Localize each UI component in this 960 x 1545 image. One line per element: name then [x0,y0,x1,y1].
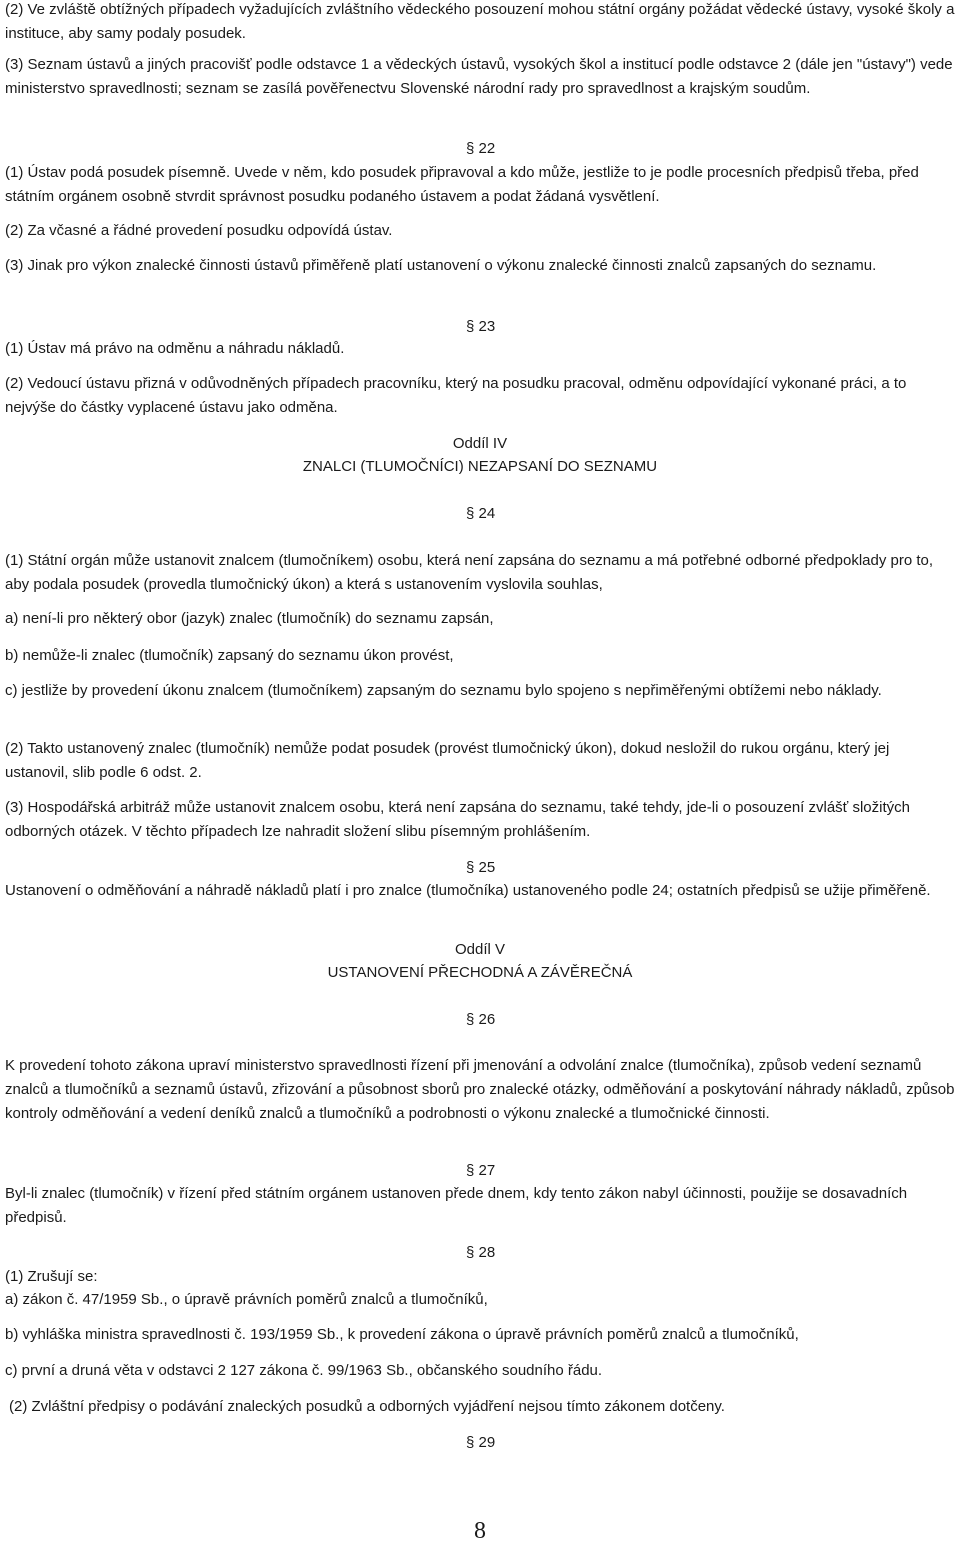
section-heading-23: § 23 [466,318,496,335]
section-heading-29: § 29 [466,1434,496,1451]
paragraph-24-3: (3) Hospodářská arbitráž může ustanovit znalcem osobu, která není zapsána do seznamu, také tehdy, jde-li o posouzení zvlášť složitých odborných otázek. V těchto případech lze nahradit složení slibu písemným prohlášením. [5,799,910,840]
section-heading-22: § 22 [466,140,496,157]
section-sign-icon: § [466,140,475,157]
paragraph-24-1: (1) Státní orgán může ustanovit znalcem (tlumočníkem) osobu, která není zapsána do seznamu a má potřebné odborné předpoklady pro to, aby podala posudek (provedla tlumočnický úkon) a která s ustanovením vyslovila souhlas, [5,552,934,593]
paragraph-25: Ustanovení o odměňování a náhradě nákladů platí i pro znalce (tlumočníka) ustanoveného podle 24; ostatních předpisů se užije přiměřeně. [5,882,931,899]
paragraph-22-3: (3) Jinak pro výkon znalecké činnosti ústavů přiměřeně platí ustanovení o výkonu znalecké činnosti znalců zapsaných do seznamu. [5,257,877,274]
page-number: 8 [474,1518,486,1544]
section-sign-icon: § [466,1244,475,1261]
section-sign-icon: § [466,318,475,335]
section-heading-26: § 26 [466,1011,496,1028]
paragraph-23-2: (2) Vedoucí ústavu přizná v odůvodněných případech pracovníku, který na posudku pracoval, odměnu odpovídající vykonané práci, a to nejvýše do částky vyplacené ústavu jako odměna. [5,375,907,416]
part-5-label: Oddíl V [454,941,506,958]
paragraph-26: K provedení tohoto zákona upraví ministerstvo spravedlnosti řízení při jmenování a odvolání znalce (tlumočníka), způsob vedení seznamů znalců a tlumočníků a seznamů ústavů, zřizování a působnost sborů pro znalecké otázky, odměňování a poskytování náhrady nákladů, způsob kontroly odměňování a vedení deníků znalců a tlumočníků a podrobnosti o výkonu znalecké a tlumočnické činnosti. [5,1057,955,1122]
section-heading-25: § 25 [466,859,496,876]
paragraph-intro-3: (3) Seznam ústavů a jiných pracovišť podle odstavce 1 a vědeckých ústavů, vysokých škol a institucí podle odstavce 2 (dále jen "ústavy") vede ministerstvo spravedlnosti; seznam se zasílá pověřenectvu Slovenské národní rady pro spravedlnost a krajským soudům. [5,56,953,97]
paragraph-22-1: (1) Ústav podá posudek písemně. Uvede v něm, kdo posudek připravoval a kdo může, jestliže to je podle procesních předpisů třeba, před státním orgánem osobně stvrdit správnost posudku podaného ústavem a podat žádaná vysvětlení. [5,164,919,205]
section-heading-27: § 27 [466,1162,496,1179]
section-sign-icon: § [466,1011,475,1028]
paragraph-28-1: (1) Zrušují se: [5,1268,98,1285]
paragraph-24-c: c) jestliže by provedení úkonu znalcem (tlumočníkem) zapsaným do seznamu bylo spojeno s nepřiměřenými obtížemi nebo náklady. [5,682,882,699]
part-4-title: ZNALCI (TLUMOČNÍCI) NEZAPSANÍ DO SEZNAMU [302,458,658,475]
section-heading-28: § 28 [466,1244,496,1261]
section-sign-icon: § [466,1434,475,1451]
paragraph-intro-2: (2) Ve zvláště obtížných případech vyžadujících zvláštního vědeckého posouzení mohou státní orgány požádat vědecké ústavy, vysoké školy a instituce, aby samy podaly posudek. [5,1,955,42]
section-sign-icon: § [466,859,475,876]
paragraph-24-b: b) nemůže-li znalec (tlumočník) zapsaný do seznamu úkon provést, [5,647,454,664]
paragraph-27: Byl-li znalec (tlumočník) v řízení před státním orgánem ustanoven přede dnem, kdy tento zákon nabyl účinnosti, použije se dosavadních předpisů. [5,1185,908,1226]
section-sign-icon: § [466,1162,475,1179]
paragraph-24-2: (2) Takto ustanovený znalec (tlumočník) nemůže podat posudek (provést tlumočnický úkon), dokud nesložil do rukou orgánu, který jej ustanovil, slib podle 6 odst. 2. [5,740,890,781]
paragraph-28-2: (2) Zvláštní předpisy o podávání znaleckých posudků a odborných vyjádření nejsou tímto zákonem dotčeny. [9,1398,725,1415]
section-heading-24: § 24 [466,505,496,522]
part-5-title: USTANOVENÍ PŘECHODNÁ A ZÁVĚREČNÁ [327,964,633,981]
paragraph-28-b: b) vyhláška ministra spravedlnosti č. 193/1959 Sb., k provedení zákona o úpravě právních poměrů znalců a tlumočníků, [5,1326,799,1343]
paragraph-23-1: (1) Ústav má právo na odměnu a náhradu nákladů. [5,340,345,357]
paragraph-24-a: a) není-li pro některý obor (jazyk) znalec (tlumočník) do seznamu zapsán, [5,610,494,627]
paragraph-22-2: (2) Za včasné a řádné provedení posudku odpovídá ústav. [5,222,393,239]
paragraph-28-c: c) první a druná věta v odstavci 2 127 zákona č. 99/1963 Sb., občanského soudního řádu. [5,1362,603,1379]
part-4-label: Oddíl IV [452,435,508,452]
paragraph-28-a: a) zákon č. 47/1959 Sb., o úpravě právních poměrů znalců a tlumočníků, [5,1291,488,1308]
section-sign-icon: § [466,505,475,522]
